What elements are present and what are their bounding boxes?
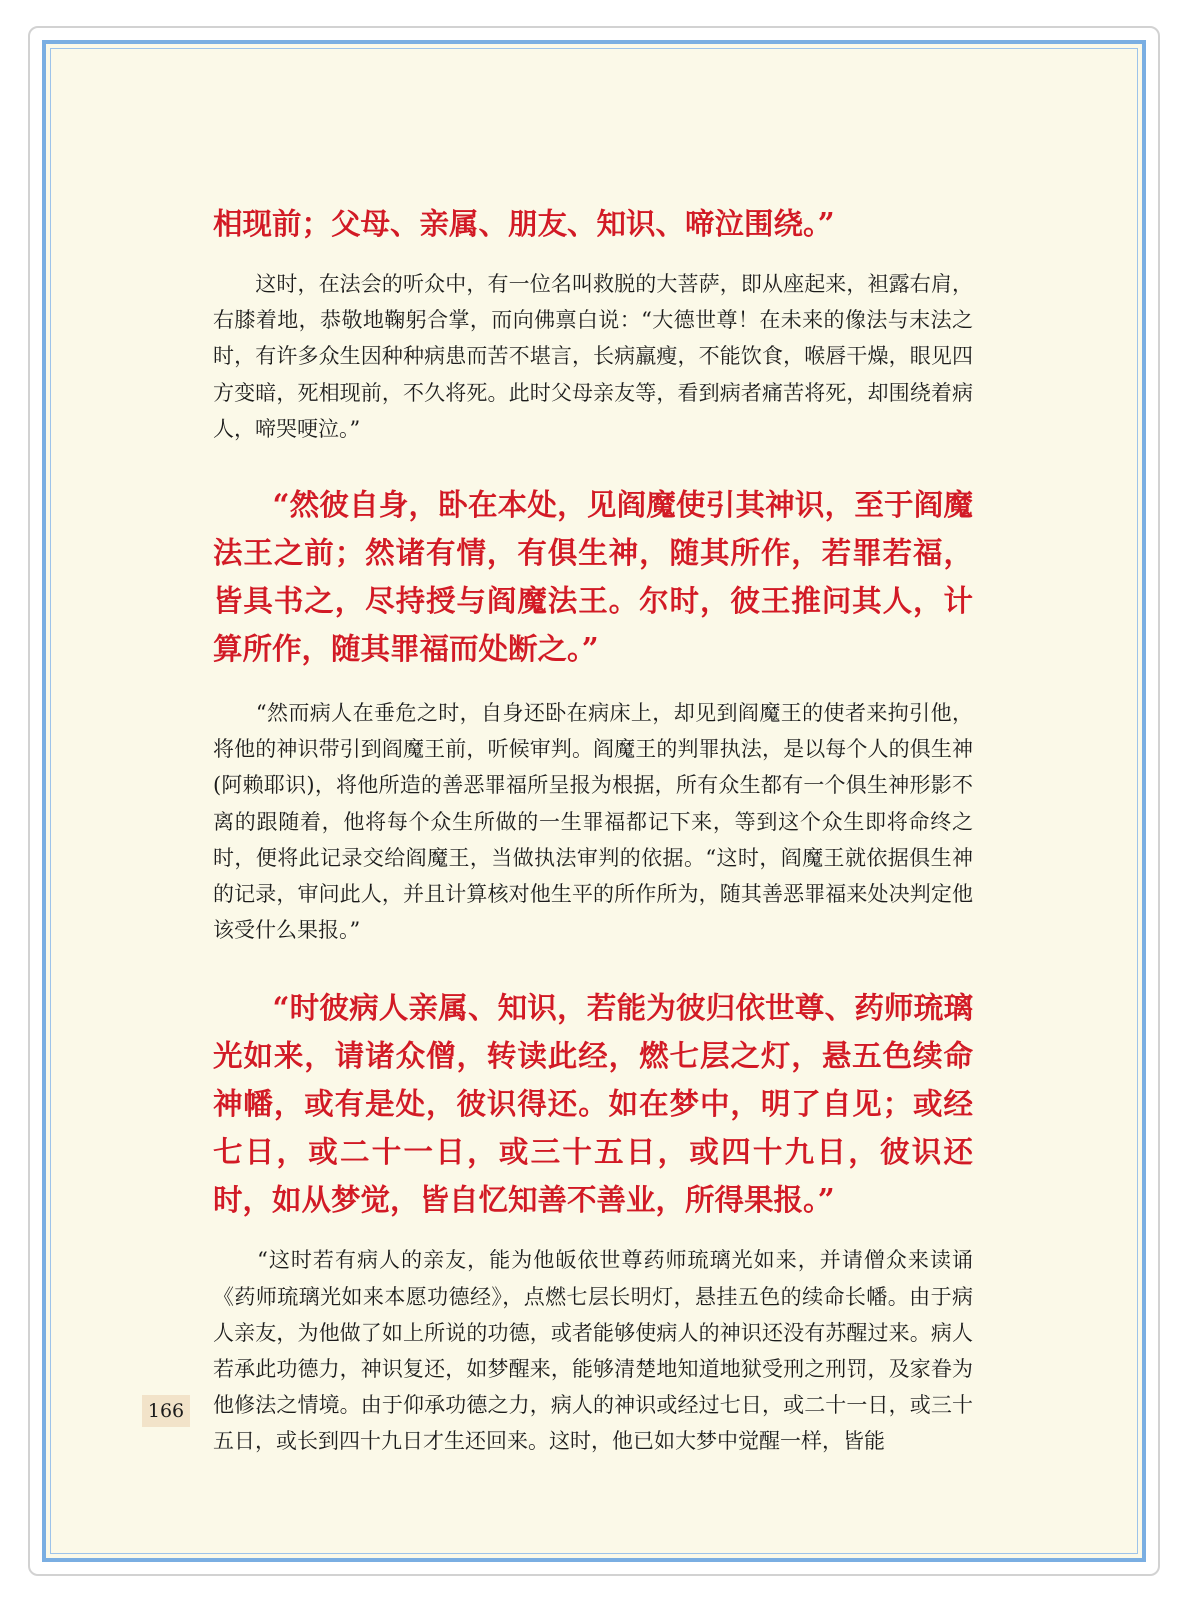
body-paragraph-3: “这时若有病人的亲友，能为他皈依世尊药师琉璃光如来，并请僧众来读诵《药师琉璃光如来本愿功德经》，点燃七层长明灯，悬挂五色的续命长幡。由于病人亲友，为他做了如上所说的功德，或者能够使病人的神识还没有苏醒过来。病人若承此功德力，神识复还，如梦醒来，能够清楚地知道地狱受刑之刑罚，及家眷为他修法之情境。由于仰承功德之力，病人的神识或经过七日，或二十一日，或三十五日，或长到四十九日才生还回来。这时，他已如大梦中觉醒一样，皆能 — [213, 1248, 973, 1454]
page-number: 166 — [142, 1395, 190, 1427]
body-paragraph-1: 这时，在法会的听众中，有一位名叫救脱的大菩萨，即从座起来，袒露右肩，右膝着地，恭敬地鞠躬合掌，而向佛禀白说：“大德世尊！在未来的像法与末法之时，有许多众生因种种病患而苦不堪言，长病羸瘦，不能饮食，喉唇干燥，眼见四方变暗，死相现前，不久将死。此时父母亲友等，看到病者痛苦将死，却围绕着病人，啼哭哽泣。” — [213, 272, 973, 441]
quote-paragraph-1: 相现前；父母、亲属、朋友、知识、啼泣围绕。” — [213, 206, 835, 241]
quote-paragraph-3: “时彼病人亲属、知识，若能为彼归依世尊、药师琉璃光如来，请诸众僧，转读此经，燃七层之灯，悬五色续命神幡，或有是处，彼识得还。如在梦中，明了自见；或经七日，或二十一日，或三十五日，或四十九日，彼识还时，如从梦觉，皆自忆知善不善业，所得果报。” — [213, 990, 973, 1218]
page-text-block — [213, 200, 973, 1460]
body-paragraph-2: “然而病人在垂危之时，自身还卧在病床上，却见到阎魔王的使者来拘引他，将他的神识带引到阎魔王前，听候审判。阎魔王的判罪执法，是以每个人的俱生神(阿赖耶识)，将他所造的善恶罪福所呈报为根据，所有众生都有一个俱生神形影不离的跟随着，他将每个众生所做的一生罪福都记下来，等到这个众生即将命终之时，便将此记录交给阎魔王，当做执法审判的依据。“这时，阎魔王就依据俱生神的记录，审问此人，并且计算核对他生平的所作所为，随其善恶罪福来处决判定他该受什么果报。” — [213, 701, 973, 943]
quote-paragraph-2: “然彼自身，卧在本处，见阎魔使引其神识，至于阎魔法王之前；然诸有情，有俱生神，随其所作，若罪若福，皆具书之，尽持授与阎魔法王。尔时，彼王推问其人，计算所作，随其罪福而处断之。” — [213, 487, 973, 667]
